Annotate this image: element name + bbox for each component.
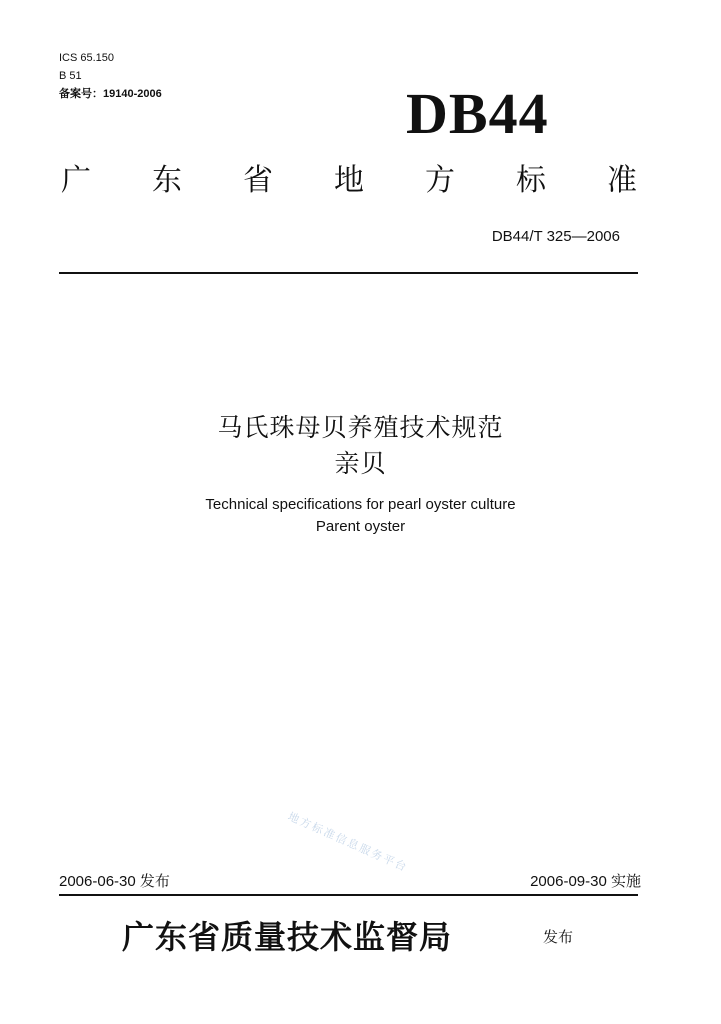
issue-label: 发布 (543, 928, 574, 946)
banner-char: 方 (425, 163, 455, 198)
title-block (0, 412, 721, 538)
watermark: 地方标准信息服务平台 (285, 809, 410, 875)
banner-char: 标 (516, 163, 546, 198)
issuing-authority: 广东省质量技术监督局 (122, 918, 453, 956)
title-zh-main: 马氏珠母贝养殖技术规范 (217, 413, 504, 442)
banner-char: 广 (61, 163, 91, 198)
banner-char: 准 (607, 163, 637, 198)
banner-char: 省 (243, 163, 273, 198)
category-code: B 51 (59, 70, 82, 82)
bottom-divider (59, 894, 638, 896)
title-en-sub: Parent oyster (315, 518, 406, 535)
title-en-main: Technical specifications for pearl oyster culture (205, 496, 516, 513)
title-zh-sub: 亲贝 (334, 449, 387, 478)
banner-char: 地 (334, 163, 364, 198)
standard-type-banner (58, 163, 640, 203)
banner-char: 东 (152, 163, 182, 198)
standard-code: DB44 (406, 81, 549, 146)
top-divider (59, 272, 638, 274)
ics-code: ICS 65.150 (59, 52, 115, 64)
implement-date: 2006-09-30 实施 (530, 873, 641, 890)
standard-number: DB44/T 325—2006 (491, 228, 620, 245)
publish-date: 2006-06-30 发布 (59, 873, 170, 890)
filing-number: 备案号：19140-2006 (59, 88, 162, 100)
